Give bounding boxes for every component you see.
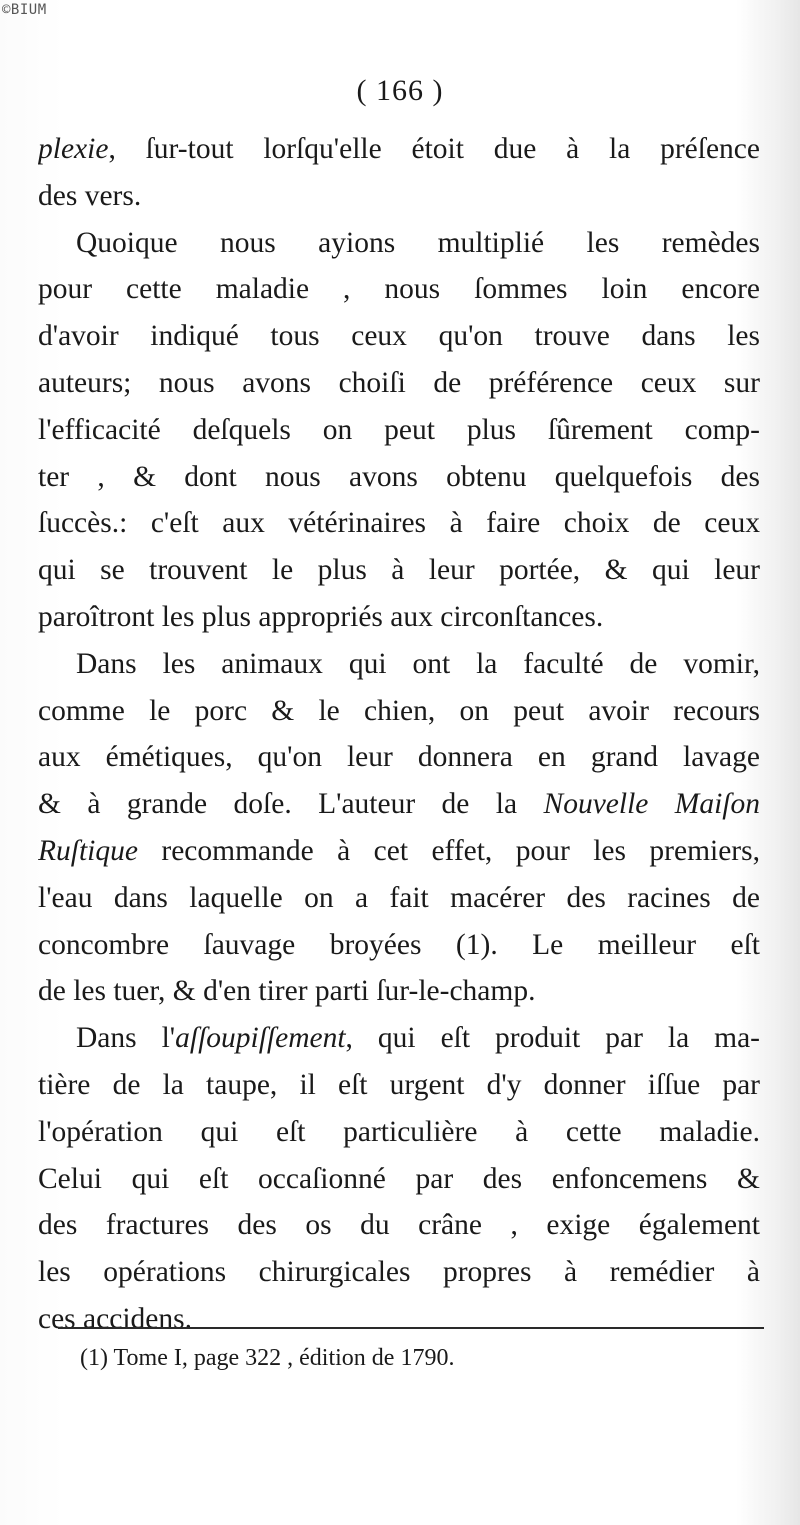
text-line xyxy=(38,407,760,454)
text-span: l'opération qui eſt particulière à cette maladie. xyxy=(38,1115,760,1148)
text-line xyxy=(38,1015,760,1062)
text-line xyxy=(38,875,760,922)
paragraph xyxy=(38,126,760,220)
text-span: Quoique nous ayions multiplié les remèdes xyxy=(76,226,760,259)
text-span: ter , & dont nous avons obtenu quelquefois des xyxy=(38,460,760,493)
text-span: , ſur-tout lorſqu'elle étoit due à la préſence xyxy=(108,133,760,165)
text-span: qui se trouvent le plus à leur portée, & qui leur xyxy=(38,554,760,587)
text-span: des fractures des os du crâne , exige également xyxy=(38,1209,760,1242)
italic-text: Nouvelle Maiſon xyxy=(543,788,760,821)
text-span: aux émétiques, qu'on leur donnera en grand lavage xyxy=(38,741,760,774)
text-span: Dans l' xyxy=(76,1022,176,1055)
text-span: recommande à cet effet, pour les premiers, xyxy=(137,834,760,867)
footnote-rule xyxy=(58,1327,764,1329)
text-span: comme le porc & le chien, on peut avoir recours xyxy=(38,694,760,727)
text-line xyxy=(38,828,760,875)
paragraph xyxy=(38,1015,760,1343)
text-span: les opérations chirurgicales propres à remédier à xyxy=(38,1256,760,1289)
text-span: , qui eſt produit par la ma- xyxy=(345,1022,760,1055)
text-line xyxy=(38,313,760,360)
text-line xyxy=(38,126,760,173)
text-line xyxy=(38,922,760,969)
text-span: auteurs; nous avons choiſi de préférence ceux sur xyxy=(38,366,760,399)
text-line xyxy=(38,220,760,267)
body-text xyxy=(38,126,760,1343)
italic-text: aſſoupiſſement xyxy=(175,1022,346,1055)
text-span: pour cette maladie , nous ſommes loin encore xyxy=(38,273,760,306)
text-span: l'eau dans laquelle on a fait macérer des racines de xyxy=(38,881,760,914)
text-line xyxy=(38,1156,760,1203)
text-line xyxy=(38,500,760,547)
text-line xyxy=(38,547,760,594)
library-watermark: ©BIUM xyxy=(2,2,47,18)
text-line xyxy=(38,968,760,1015)
text-line xyxy=(38,641,760,688)
text-line xyxy=(38,454,760,501)
text-line xyxy=(38,360,760,407)
text-span: tière de la taupe, il eſt urgent d'y donner iſſue par xyxy=(38,1068,760,1101)
text-span: Celui qui eſt occaſionné par des enfoncemens & xyxy=(38,1162,760,1195)
italic-text: plexie xyxy=(38,133,109,165)
text-span: Dans les animaux qui ont la faculté de vomir, xyxy=(76,647,760,680)
text-line xyxy=(38,1062,760,1109)
text-line xyxy=(38,594,760,641)
text-line xyxy=(38,734,760,781)
text-line xyxy=(38,1249,760,1296)
text-line xyxy=(38,688,760,735)
paragraph xyxy=(38,220,760,641)
text-span: concombre ſauvage broyées (1). Le meilleur eſt xyxy=(38,928,760,961)
text-span: d'avoir indiqué tous ceux qu'on trouve dans les xyxy=(38,320,760,353)
text-span: & à grande doſe. L'auteur de la xyxy=(38,788,544,821)
text-span: ſuccès.: c'eſt aux vétérinaires à faire choix de ceux xyxy=(38,507,760,540)
page-number: ( 166 ) xyxy=(356,74,444,107)
text-line xyxy=(38,266,760,313)
text-line xyxy=(38,1296,760,1343)
text-line xyxy=(38,173,760,220)
text-line xyxy=(38,781,760,828)
text-span: des vers. xyxy=(38,179,142,212)
paragraph xyxy=(38,641,760,1015)
italic-text: Ruſtique xyxy=(38,834,138,867)
text-span: l'efficacité deſquels on peut plus ſûrement comp- xyxy=(38,413,760,446)
text-span: ces accidens. xyxy=(38,1302,192,1335)
text-line xyxy=(38,1109,760,1156)
text-span: de les tuer, & d'en tirer parti ſur-le-champ. xyxy=(38,975,536,1008)
text-span: paroîtront les plus appropriés aux circonſtances. xyxy=(38,600,604,633)
text-line xyxy=(38,1202,760,1249)
footnote: (1) Tome I, page 322 , édition de 1790. xyxy=(80,1345,455,1371)
